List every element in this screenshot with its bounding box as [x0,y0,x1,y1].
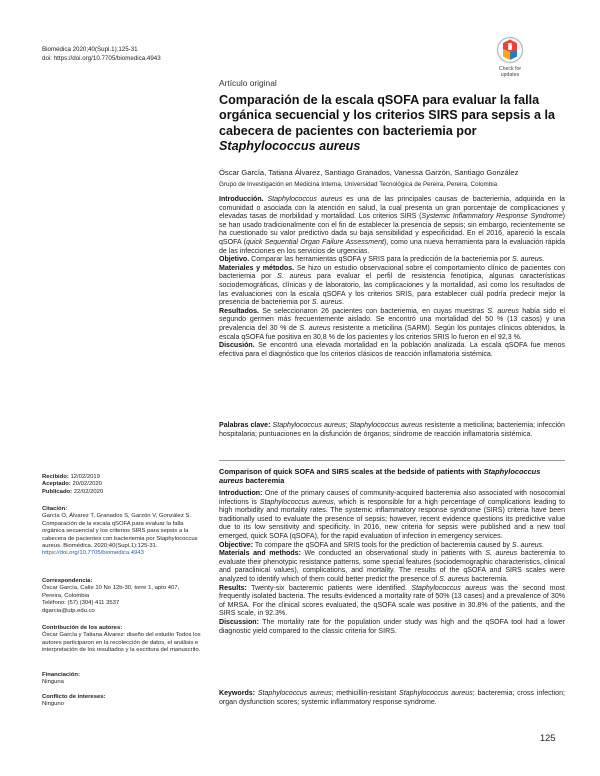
results-species-en: Staphylococcus aureus [411,584,487,592]
keywords-spanish: Palabras clave: Staphylococcus aureus; Staphylococcus aureus resistente a meticilina; bacteriemia; infección hospitalaria; puntuaciones en la disfunción de órganos; síndrome de reacción inflamatoria sistémica. [219,422,565,438]
page-number: 125 [540,733,556,743]
received-label: Recibido: [42,474,69,480]
citation-label-text: Citación: [42,506,68,512]
affiliation: Grupo de Investigación en Medicina Interna, Universidad Tecnológica de Pereira, Pereira, Colombia [219,181,498,188]
objective-species-en: S. aureus. [511,541,545,549]
keywords-label-es: Palabras clave: [219,422,271,429]
crossmark-label-line1: Check for [498,66,522,72]
methods-label-en: Materials and methods: [219,550,301,558]
correspondence-label: Correspondencia: [42,578,93,584]
journal-citation-line: Biomédica 2020;40(Supl.1):125-31 [42,46,138,53]
article-type: Artículo original [219,78,277,88]
keywords-english [219,690,565,707]
intro-label-en: Introduction: [219,490,263,497]
discussion-text-en: The mortality rate for the population under study was high and the qSOFA tool had a lower diagnostic yield compared to the classic criteria for SIRS. [219,618,565,635]
methods-species-es: S. aureus [277,273,312,281]
abstract-spanish: Introducción. Staphylococcus aureus es una de las principales causas de bacteriemia, adquirida en la comunidad o asociada con la atención en salud, la cual presenta un gran porcentaje de complicaciones y elevadas tasas de morbilidad y mortalidad. Los criterios SIRS (Systemic Inflammatory Response Syndrome) se han usado tradicionalmente con el fin de establecer la presencia de sepsis; sin embargo, recientemente se ha cuestionado su valor predictivo dada su baja sensibilidad y especificidad. En el 2016, apareció la escala qSOFA (quick Sequential Organ Failure Assessment), como una nueva herramienta para la evaluación rápida de las infecciones en los servicios de urgencias. Objetivo. Comparar las herramientas qSOFA y SRIS para la predicción de la bacteriemia por S. aureus. Materiales y métodos. Se hizo un estudio observacional sobre el comportamiento clínico de pacientes con bacteriemia por S. aureus para evaluar el perfil de resistencia fenotípica, algunas características sociodemográficas, clínicas y de laboratorio, las complicaciones y la mortalidad, así como los resultados de las evaluaciones con la escala qSOFA y los criterios SRIS, para establecer cuál podría predecir mejor la presencia de bacteriemia por S. aureus. Resultados. Se seleccionaron 26 pacientes con bacteriemia, en cuyas muestras S. aureus había sido el segundo germen más frecuentemente aislado. Se encontró una mortalidad del 50 % (13 casos) y una prevalencia del 30 % de S. aureus resistente a meticilina (SARM). Según los puntajes clínicos obtenidos, la escala qSOFA fue positiva en 30,8 % de los pacientes y los criterios SRIS lo fueron en el 92,3 %. Discusión. Se encontró una elevada mortalidad en la población analizada. La escala qSOFA fue menos efectiva para el diagnóstico que los criterios clásicos de reacción inflamatoria sistémica. [219,196,566,358]
intro-p2-es: ) se han usado tradicionalmente con el fin de establecer la presencia de sepsis; sin embargo, recientemente se ha cuestionado su valor predictivo dada su baja sensibilidad y especificidad. En el 2016, apareció la escala qSOFA ( [219,213,565,246]
keywords-species-en: Staphylococcus aureus [257,690,332,697]
keywords-species-es: Staphylococcus aureus [349,422,423,429]
section-divider [219,460,565,461]
keywords-text-es: resistente a meticilina; bacteriemia; infección hospitalaria; puntuaciones en la disfunción de órganos; síndrome de reacción inflamatoria sistémica. [219,422,565,438]
crossmark-icon [490,36,530,66]
citation-block [42,506,202,558]
results-p3-es: resistente a meticilina (SARM). Según los puntajes clínicos obtenidos, la escala qSOFA fue positiva en 30,8 % de los pacientes y los criterios SRIS lo fueron en el 92,3 %. [219,324,565,341]
intro-species-es: Staphylococcus aureus [267,196,343,203]
conflict-block [42,694,202,709]
methods-species-en: S. aureus [485,550,518,558]
methods-p1-es: Se hizo un estudio observacional sobre el comportamiento clínico de pacientes con bacteriemia por [219,264,565,281]
conflict-label: Conflicto de intereses: [42,694,106,700]
objective-species-es: S. aureus [512,256,543,264]
author-list: Óscar García, Tatiana Álvarez, Santiago Granados, Vanessa Garzón, Santiago González [219,168,519,177]
keywords-p2-en: ; bacteremia; cross infection; organ dysfunction scores; systemic inflammatory response syndrome. [219,690,565,706]
objective-text-en: To compare the qSOFA and SRIS tools for the prediction of bacteremia caused by [254,541,510,549]
correspondence-line: Teléfono: (57) (304) 411 3537 [42,600,120,607]
correspondence-email[interactable]: dgarcia@utp.edu.co [42,607,95,614]
crossmark-label [490,66,530,78]
methods-species2-en: S. aureus [439,575,470,583]
correspondence-line: Óscar García, Calle 10 No 12b-30, torre 1, apto 407, [42,585,180,592]
intro-p3-es: ), como una nueva herramienta para la evaluación rápida de las infecciones en los servicios de urgencias. [219,238,565,255]
published-date: 22/02/2020 [73,488,104,495]
accepted-date: 20/02/2020 [72,481,102,488]
sirs-full-es: Systemic Inflammatory Response Syndrome [421,213,563,221]
funding-text: Ninguna [42,679,64,686]
correspondence-line: Pereira, Colombia [42,592,90,599]
english-title-species: Staphylococcus aureus [219,467,541,485]
results-p2-es: había sido el segundo germen más frecuentemente aislado. Se encontró una mortalidad del 50 % (13 casos) y una prevalencia del 30 % de [219,307,565,332]
contributions-block [42,625,202,655]
methods-p3-en: bacteremia. [471,575,509,583]
discussion-text-es: Se encontró una elevada mortalidad en la población analizada. La escala qSOFA fue menos efectiva para el diagnóstico que los criterios clásicos de reacción inflamatoria sistémica. [219,342,565,358]
citation-doi-link[interactable]: https://doi.org/10.7705/biomedica.4943 [42,550,144,557]
citation-text: García O, Álvarez T, Granados S, Garzón V, González S. Comparación de la escala qSOFA para evaluar la falla orgánica secuencial y los criterios SIRS para sepsis a la cabecera de pacientes con bacteriemia por Staphylococcus aureus. Biomédica. 2020;40(Supl.1):125-31. [42,513,198,550]
methods-species2-es: S. aureus [311,299,343,307]
title-main: Comparación de la escala qSOFA para evaluar la falla orgánica secuencial y los criterios SIRS para sepsis a la cabecera de pacientes con bacteriemia por [219,93,555,138]
crossmark-label-line2: updates [500,72,520,78]
contributions-text: Óscar García y Tatiana Álvarez: diseño del estudio Todos los autores participaron en la recolección de datos, el análisis e interpretación de los resultados y la escritura del manuscrito. [42,632,201,654]
discussion-label-en: Discussion: [219,618,259,626]
methods-p2-es: para evaluar el perfil de resistencia fenotípica, algunas características sociodemográficas, clínicas y de laboratorio, las complicaciones y la mortalidad, así como los resultados de las evaluaciones con la escala qSOFA y los criterios SRIS, para establecer cuál podría predecir mejor la presencia de bacteriemia por [219,273,566,307]
intro-label-es: Introducción. [219,196,264,203]
published-label: Publicado: [42,488,73,495]
title-species: Staphylococcus aureus [219,139,361,154]
abstract-english [219,490,565,636]
intro-species-en: Staphylococcus aureus [259,498,334,506]
objective-label-en: Objective: [219,541,254,549]
funding-block [42,672,202,687]
results-p1-es: Se seleccionaron 26 pacientes con bacteriemia, en cuyas muestras [262,307,485,315]
published-row [42,489,202,496]
intro-p1-es: es una de las principales causas de bacteriemia, adquirida en la comunidad o asociada con la atención en salud, la cual presenta un gran porcentaje de complicaciones y elevadas tasas de morbilidad y mortalidad. Los criterios SIRS ( [219,196,565,221]
check-for-updates-badge[interactable] [490,36,530,80]
funding-label: Financiación: [42,672,80,678]
results-p2-en: was the second most frequently isolated bacteria. The results evidenced a mortality rate of 50% (13 cases) and a prevalence of 30% of MRSA. For the clinical scores evaluated, the qSOFA scale was positive in 30.8% of the patients, and the SIRS scale, in 92.3%. [219,584,565,618]
article-title [219,93,564,155]
intro-p2-en: , which is responsible for a high percentage of complications leading to high morbidity and mortality rates. The systemic inflammatory response syndrome (SIRS) criteria have been traditionally used to evaluate the presence of sepsis; however, recent evidence questions its predictive value due to its low sensitivity and specificity. In 2016, new criteria for sepsis were published and a new tool emerged, quick SOFA (qSOFA), for the rapid evaluation of infection in emergency services. [219,498,565,540]
accepted-row [42,481,202,488]
contributions-label: Contribución de los autores: [42,625,123,631]
conflict-text: Ninguno [42,701,64,708]
discussion-label-es: Discusión. [219,342,255,350]
methods-p1-en: We conducted an observational study in patients with [304,550,482,558]
dates-block [42,474,202,496]
results-label-es: Resultados. [219,307,259,315]
received-row [42,474,202,481]
keywords-p1-en: ; methicillin-resistant [331,690,397,697]
methods-p2-en: bacteremia to evaluate their phenotypic resistance patterns, some special features (sociodemographic characteristics, clinical and paraclinical values), complications, and mortality. The results of the qSOFA and SIRS scales were analyzed to identify which of them could better predict the presence of [219,550,565,583]
results-p1-en: Twenty-six bacteremic patients were identified. [251,584,407,592]
english-title-end: bacteremia [245,476,285,485]
correspondence-block [42,578,202,615]
english-title [219,467,565,485]
qsofa-full-es: quick Sequential Organ Failure Assessment [245,238,384,246]
doi-line[interactable]: doi: https://doi.org/10.7705/biomedica.4943 [42,54,161,62]
keywords-mesh-species-es: Staphylococcus aureus [272,422,346,429]
english-title-main: Comparison of quick SOFA and SIRS scales at the bedside of patients with [219,467,482,476]
results-label-en: Results: [219,584,247,592]
keywords-label-en: Keywords: [219,690,256,697]
objective-label-es: Objetivo. [219,256,250,264]
results-species2-es: S. aureus [299,324,331,332]
journal-header [42,46,161,63]
objective-text-es: Comparar las herramientas qSOFA y SRIS para la predicción de la bacteriemia por [251,256,511,264]
methods-label-es: Materiales y métodos. [219,264,295,272]
intro-p1-en: One of the primary causes of community-acquired bacteremia also associated with nosocomial infections is [219,490,565,506]
results-species-es: S. aureus [487,307,519,315]
received-date: 12/02/2019 [70,474,100,480]
keywords-species2-en: Staphylococcus aureus [399,690,473,697]
accepted-label: Aceptado: [42,481,71,488]
